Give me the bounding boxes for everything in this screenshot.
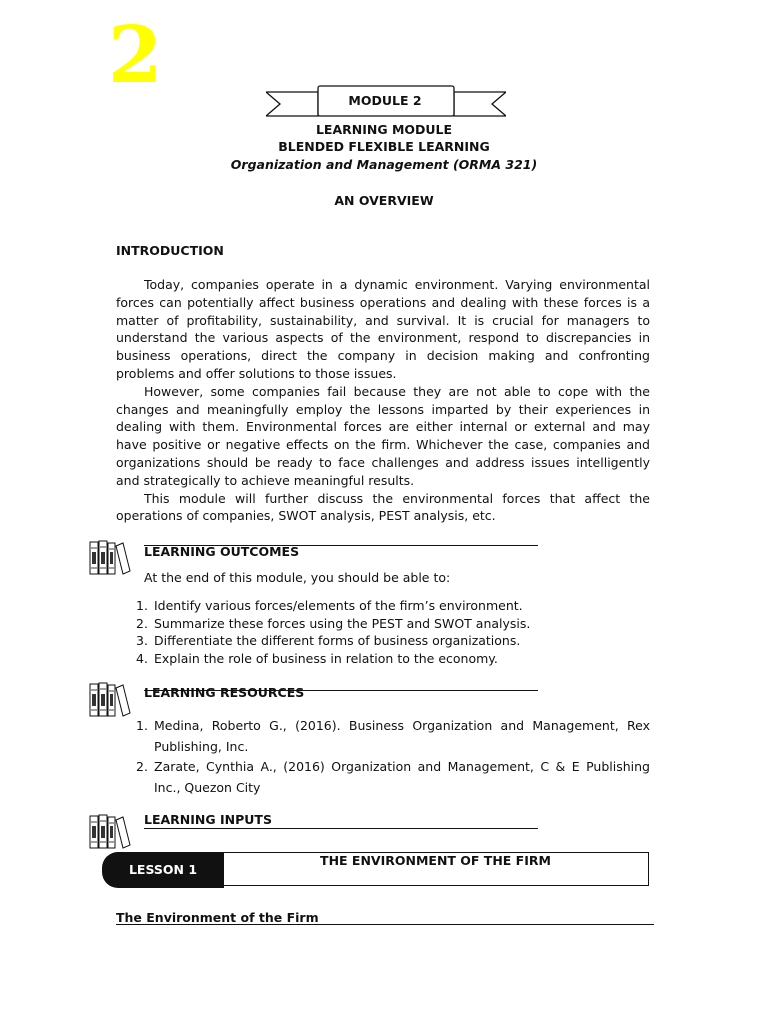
subsection-rule (116, 924, 654, 925)
intro-paragraph-1: Today, companies operate in a dynamic environment. Varying environmental forces can potentially affect business operations and dealing with these forces is a matter of profitability, sustainability, and survival. It is crucial for managers to understand the various aspects of the environment, respond to discrepancies in business operations, direct the company in decision making and confronting problems and offer solutions to those issues. (116, 277, 650, 381)
outcomes-list (128, 597, 648, 667)
module-label: MODULE 2 (348, 93, 422, 108)
list-item: 4. Explain the role of business in relation to the economy. (136, 650, 498, 666)
course-title: Organization and Management (ORMA 321) (230, 157, 538, 172)
resources-title: LEARNING RESOURCES (144, 685, 305, 700)
outcomes-title: LEARNING OUTCOMES (144, 544, 300, 559)
books-icon (86, 538, 134, 578)
module-number: 2 (108, 10, 163, 101)
list-item: 3. Differentiate the different forms of business organizations. (136, 633, 521, 648)
resources-list (128, 716, 650, 798)
subsection-title: The Environment of the Firm (116, 910, 319, 925)
inputs-title: LEARNING INPUTS (144, 812, 272, 827)
resources-rule (144, 690, 538, 691)
outcomes-lead: At the end of this module, you should be able to: (144, 570, 451, 585)
header-line-1: LEARNING MODULE (315, 122, 453, 137)
lesson-title: THE ENVIRONMENT OF THE FIRM (320, 853, 551, 868)
lesson-tab-label: LESSON 1 (128, 862, 198, 877)
outcomes-rule (144, 545, 538, 546)
list-item: 1. Medina, Roberto G., (2016). Business Organization and Management, Rex Publishing, Inc. (136, 718, 650, 754)
list-item: 1. Identify various forces/elements of the firm’s environment. (136, 598, 523, 613)
list-item: 2. Zarate, Cynthia A., (2016) Organization and Management, C & E Publishing Inc., Quezon City (136, 759, 650, 795)
overview-title: AN OVERVIEW (334, 193, 434, 208)
books-icon (86, 680, 134, 720)
intro-paragraph-3: This module will further discuss the environmental forces that affect the operations of companies, SWOT analysis, PEST analysis, etc. (116, 490, 650, 524)
introduction-body (116, 276, 650, 525)
intro-paragraph-2: However, some companies fail because they are not able to cope with the changes and meaningfully employ the lessons imparted by their experiences in dealing with them. Environmental forces are either internal or external and may have positive or negative effects on the firm. Whichever the case, companies and organizations should be ready to face challenges and address issues intelligently and strategically to achieve meaningful results. (116, 383, 650, 488)
list-item: 2. Summarize these forces using the PEST and SWOT analysis. (136, 615, 531, 631)
introduction-title: INTRODUCTION (116, 243, 224, 258)
books-icon (86, 812, 134, 852)
header-line-2: BLENDED FLEXIBLE LEARNING (278, 139, 490, 154)
inputs-rule (144, 828, 538, 829)
